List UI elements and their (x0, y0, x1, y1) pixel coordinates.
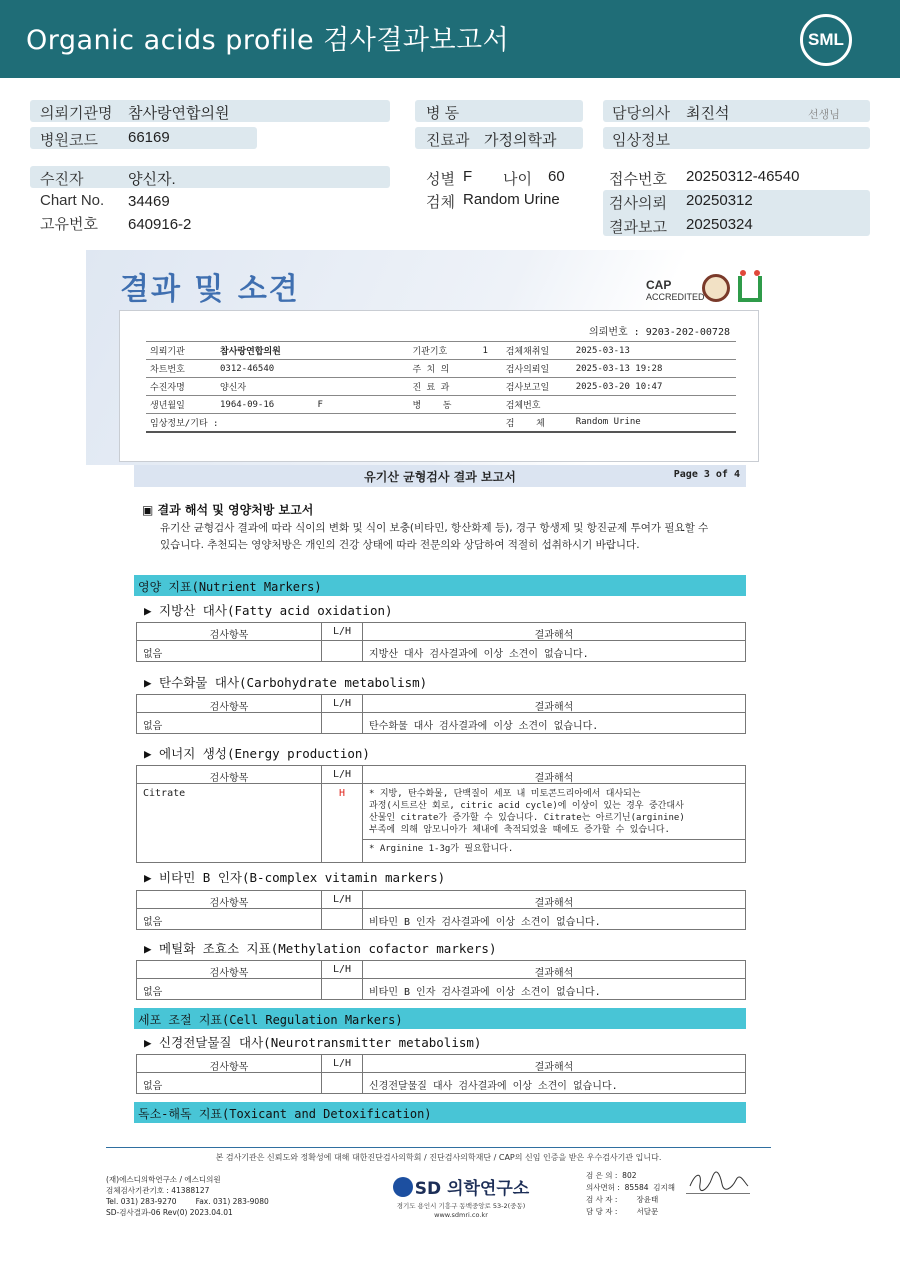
lh-cell (321, 713, 363, 733)
sd-logo-icon (393, 1177, 413, 1197)
signature-image (686, 1168, 750, 1194)
item-cell: 없음 (143, 917, 163, 928)
result-table (136, 890, 746, 930)
dept-label: 진료과 (426, 132, 470, 149)
table-header (137, 766, 745, 784)
id-cell: 1964-09-16 F (216, 396, 408, 414)
header-bar (0, 0, 900, 78)
col-lh: L/H (321, 766, 363, 783)
footer-divider (106, 1147, 771, 1148)
result-line: 부족에 의해 암모니아가 체내에 축적되었을 때에도 증가할 수 있습니다. (369, 825, 670, 835)
patient-id-table (146, 341, 736, 433)
id-cell: 검사보고일 (502, 378, 572, 396)
intro-paragraph: 유기산 균형검사 결과에 따라 식이의 변화 및 식이 보충(비타민, 항산화제 등), 경구 항생제 및 항진균제 투여가 필요할 수 있습니다. 추천되는 영양처방은 개인의 건강 상태에 따라 전문의와 상담하여 적절히 섭취하시기 바랍니다. (160, 522, 709, 551)
id-cell: 검체번호 (502, 396, 572, 414)
id-cell (478, 360, 501, 378)
marker-label: 세포 조절 지표(Cell Regulation Markers) (138, 1013, 403, 1027)
footer-line: 검체검사기관기호 : 41388127 (106, 1186, 210, 1195)
brand-name (376, 1174, 546, 1199)
id-cell: 2025-03-13 19:28 (572, 360, 736, 378)
society-seal-icon (702, 274, 730, 302)
footer-note: 본 검사기관은 신뢰도와 정확성에 대해 대한진단검사의학회 / 진단검사의학재단 / CAP의 신임 인증을 받은 우수검사기관 입니다. (215, 1153, 662, 1162)
signatory-line: 의사면허 : 85584 김지해 (586, 1183, 676, 1192)
item-cell: Citrate (143, 788, 186, 799)
cap-mark (646, 278, 705, 302)
result-extra: * Arginine 1-3g가 필요합니다. (363, 839, 745, 855)
brand-text: SD 의학연구소 (414, 1179, 530, 1199)
doctor-label: 담당의사 (612, 105, 670, 122)
table-row (137, 1073, 745, 1093)
ward-label: 병 동 (426, 105, 460, 122)
dept-value: 가정의학과 (484, 132, 557, 149)
receipt-value: 20250312-46540 (686, 168, 800, 185)
lh-cell (321, 979, 363, 999)
col-item: 검사항목 (209, 702, 249, 713)
marker-label: 독소-해독 지표(Toxicant and Detoxification) (138, 1107, 432, 1121)
page-number: Page 3 of 4 (673, 469, 740, 480)
signatory-line: 담 당 자 : 서달문 (586, 1207, 659, 1216)
sex-label: 성별 (426, 171, 455, 188)
table-header (137, 891, 745, 909)
col-lh: L/H (321, 891, 363, 908)
id-cell: 병 동 (408, 396, 478, 414)
col-result: 결과해석 (534, 773, 574, 784)
table-row (137, 641, 745, 661)
doctor-value: 최진석 (686, 105, 730, 122)
footer-line: (재)에스디의학연구소 / 에스디의원 (106, 1175, 221, 1184)
footer-line: Tel. 031) 283-9270 Fax. 031) 283-9080 (106, 1197, 269, 1206)
col-lh: L/H (321, 623, 363, 640)
code-label: 병원코드 (40, 132, 98, 149)
logo-text: SML (808, 30, 844, 49)
footer-brand (376, 1174, 546, 1220)
id-cell: Random Urine (572, 414, 736, 432)
result-cell: 탄수화물 대사 검사결과에 이상 소견이 없습니다. (369, 721, 599, 732)
hospital-value: 참사랑연합의원 (128, 105, 230, 122)
id-cell (572, 396, 736, 414)
col-lh: L/H (321, 1055, 363, 1072)
marker-band-cell (134, 1008, 746, 1029)
accreditation-marks (646, 274, 766, 306)
specimen-value: Random Urine (463, 191, 560, 208)
id-cell: 0312-46540 (216, 360, 408, 378)
section-title: ▣ 결과 해석 및 영양처방 보고서 (142, 503, 314, 517)
col-item: 검사항목 (209, 630, 249, 641)
patient-id-box (119, 310, 759, 462)
chart-value: 34469 (128, 193, 170, 210)
id-row (146, 414, 736, 432)
lh-cell-high: H (321, 784, 363, 862)
table-row (137, 979, 745, 999)
sex-value: F (463, 168, 473, 185)
result-cell (363, 784, 745, 862)
result-line: 산물인 citrate가 증가할 수 있습니다. Citrate는 아르기닌(arginine) (369, 813, 685, 823)
result-table (136, 765, 746, 863)
col-item: 검사항목 (209, 1062, 249, 1073)
page-title: Organic acids profile 검사결과보고서 (26, 25, 510, 56)
col-item: 검사항목 (209, 773, 249, 784)
sml-logo (800, 14, 852, 66)
code-value: 66169 (128, 129, 170, 146)
id-cell: 1 (478, 342, 501, 360)
report-band (134, 465, 746, 487)
table-header (137, 1055, 745, 1073)
col-lh: L/H (321, 695, 363, 712)
table-header (137, 695, 745, 713)
result-cell: 신경전달물질 대사 검사결과에 이상 소견이 없습니다. (369, 1081, 618, 1092)
report-value: 20250324 (686, 216, 753, 233)
table-row (137, 713, 745, 733)
cap-sub: ACCREDITED (646, 292, 705, 302)
marker-band-nutrient (134, 575, 746, 596)
id-cell: 의뢰기관 (146, 342, 216, 360)
lh-cell (321, 1073, 363, 1093)
col-lh: L/H (321, 961, 363, 978)
scanned-report (86, 250, 791, 1130)
col-result: 결과해석 (534, 898, 574, 909)
chart-label: Chart No. (40, 192, 105, 209)
subsection-title: ▶ 메틸화 조효소 지표(Methylation cofactor markers) (144, 941, 497, 956)
name-label: 수진자 (40, 171, 84, 188)
result-table (136, 1054, 746, 1094)
col-result: 결과해석 (534, 630, 574, 641)
band-title: 유기산 균형검사 결과 보고서 (364, 470, 516, 484)
id-cell: 기관기호 (408, 342, 478, 360)
item-cell: 없음 (143, 1081, 163, 1092)
id-cell (478, 378, 501, 396)
col-result: 결과해석 (534, 702, 574, 713)
id-cell: 생년월일 (146, 396, 216, 414)
table-row (137, 784, 745, 862)
report-label: 결과보고 (609, 219, 667, 236)
result-table (136, 694, 746, 734)
result-cell: 지방산 대사 검사결과에 이상 소견이 없습니다. (369, 649, 589, 660)
id-cell: 2025-03-20 10:47 (572, 378, 736, 396)
id-row (146, 378, 736, 396)
result-cell: 비타민 B 인자 검사결과에 이상 소견이 없습니다. (369, 917, 601, 928)
item-cell: 없음 (143, 987, 163, 998)
uid-value: 640916-2 (128, 216, 192, 233)
cap-label: CAP (646, 278, 672, 292)
id-row (146, 342, 736, 360)
col-result: 결과해석 (534, 968, 574, 979)
lh-cell (321, 641, 363, 661)
id-row (146, 360, 736, 378)
req-value: 20250312 (686, 192, 753, 209)
col-item: 검사항목 (209, 898, 249, 909)
receipt-label: 접수번호 (609, 171, 667, 188)
subsection-title: ▶ 지방산 대사(Fatty acid oxidation) (144, 603, 393, 618)
uid-label: 고유번호 (40, 216, 98, 233)
id-cell: 수진자명 (146, 378, 216, 396)
subsection-title: ▶ 에너지 생성(Energy production) (144, 746, 370, 761)
address-line: 경기도 용인시 기흥구 동백중앙로 53-2(중동) (396, 1202, 526, 1210)
signatory-line: 검 은 의 : 802 (586, 1171, 637, 1180)
result-line: 과정(시트르산 회로, citric acid cycle)에 이상이 있는 경우 중간대사 (369, 801, 684, 811)
id-cell: 검체채취일 (502, 342, 572, 360)
id-cell: 임상정보/기타 : (146, 414, 502, 432)
result-line: * 지방, 탄수화물, 단백질이 세포 내 미토콘드리아에서 대사되는 (369, 789, 641, 799)
col-item: 검사항목 (209, 968, 249, 979)
result-table (136, 622, 746, 662)
id-cell: 검사의뢰일 (502, 360, 572, 378)
subsection-title: ▶ 신경전달물질 대사(Neurotransmitter metabolism) (144, 1035, 482, 1050)
marker-band-toxicant (134, 1102, 746, 1123)
table-header (137, 961, 745, 979)
lh-cell (321, 909, 363, 929)
item-cell: 없음 (143, 649, 163, 660)
id-cell: 차트번호 (146, 360, 216, 378)
website: www.sdmri.co.kr (434, 1211, 488, 1219)
lab-mark-icon (738, 276, 762, 302)
request-number: 의뢰번호 : 9203-202-00728 (589, 327, 730, 338)
age-value: 60 (548, 168, 565, 185)
hospital-label: 의뢰기관명 (40, 105, 113, 122)
result-table (136, 960, 746, 1000)
marker-label: 영양 지표(Nutrient Markers) (138, 580, 322, 594)
subsection-title: ▶ 탄수화물 대사(Carbohydrate metabolism) (144, 675, 428, 690)
name-value: 양신자. (128, 171, 176, 188)
subsection-title: ▶ 비타민 B 인자(B-complex vitamin markers) (144, 870, 446, 885)
footer-line: SD-검사결과-06 Rev(0) 2023.04.01 (106, 1208, 233, 1217)
signatory-line: 검 사 자 : 장윤태 (586, 1195, 659, 1204)
req-label: 검사의뢰 (609, 195, 667, 212)
age-label: 나이 (503, 171, 532, 188)
report-heading: 결과 및 소견 (120, 272, 300, 307)
clinical-label: 임상정보 (612, 132, 670, 149)
footer-signatories (586, 1170, 675, 1218)
col-result: 결과해석 (534, 1062, 574, 1073)
report-header (86, 250, 791, 465)
specimen-label: 검체 (426, 194, 455, 211)
table-row (137, 909, 745, 929)
id-cell: 검 체 (502, 414, 572, 432)
doctor-suffix: 선생님 (808, 109, 840, 121)
id-cell: 2025-03-13 (572, 342, 736, 360)
result-cell: 비타민 B 인자 검사결과에 이상 소견이 없습니다. (369, 987, 601, 998)
id-cell: 양신자 (216, 378, 408, 396)
table-header (137, 623, 745, 641)
id-cell (478, 396, 501, 414)
brand-address (376, 1202, 546, 1220)
item-cell: 없음 (143, 721, 163, 732)
id-cell: 참사랑연합의원 (216, 342, 408, 360)
id-cell: 주 치 의 (408, 360, 478, 378)
id-cell: 진 료 과 (408, 378, 478, 396)
footer-contact (106, 1174, 269, 1218)
name-row (30, 166, 390, 188)
id-row (146, 396, 736, 414)
